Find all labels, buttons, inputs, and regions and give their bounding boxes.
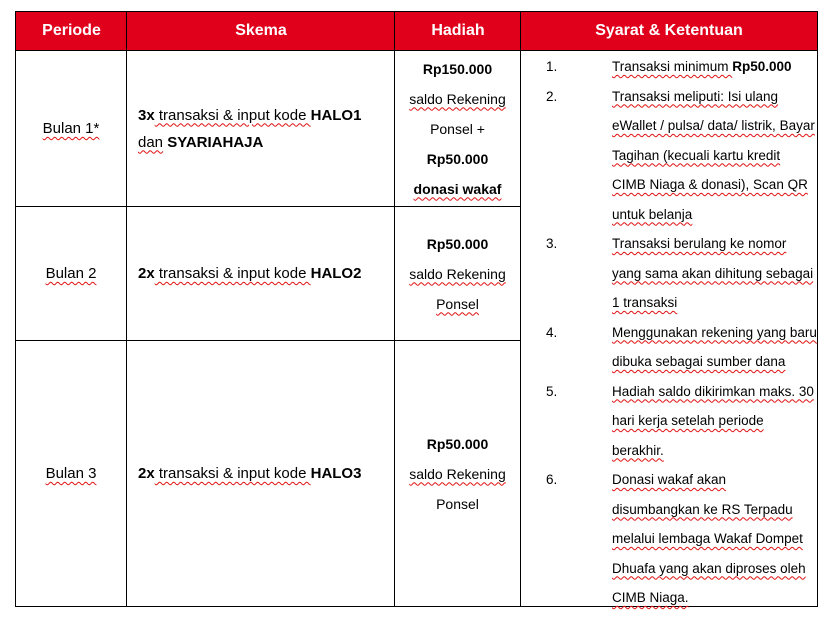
header-skema-label: Skema: [235, 22, 287, 39]
list-item-text: Hadiah saldo dikirimkan maks. 30 hari kerja setelah periode berakhir.: [612, 383, 814, 458]
row1-skema-code2: SYARIAHAJA: [167, 133, 264, 151]
row1-hadiah-line2: Ponsel +: [430, 120, 485, 137]
row3-periode-text: Bulan 3: [45, 465, 97, 482]
row2-hadiah-line2: Ponsel: [436, 295, 479, 312]
list-item-text: [581, 52, 817, 82]
list-item: [522, 377, 817, 466]
row2-hadiah-amount: Rp50.000: [426, 235, 489, 252]
row1-skema-count: 3x: [138, 106, 155, 124]
header-hadiah: [395, 12, 521, 50]
term-bold: Rp50.000: [732, 59, 792, 74]
row2-skema: [127, 207, 394, 340]
row2-hadiah-line1: saldo Rekening: [409, 265, 506, 282]
row1-skema-and: dan: [138, 133, 164, 151]
row3-hadiah-line2: Ponsel: [436, 495, 479, 512]
row2-periode-text: Bulan 2: [45, 265, 97, 282]
row3-periode: [16, 341, 126, 606]
list-item-text: Donasi wakaf akan disumbangkan ke RS Terpadu melalui lembaga Wakaf Dompet Dhuafa yang akan diproses oleh CIMB Niaga.: [612, 472, 806, 605]
list-item-number: 1.: [546, 59, 558, 74]
row2-skema-text: transaksi & input kode: [154, 265, 311, 282]
row3-skema-text: transaksi & input kode: [154, 465, 311, 482]
row1-skema: [127, 51, 394, 206]
row3-skema-code: HALO3: [310, 465, 362, 482]
row3-hadiah-amount: Rp50.000: [426, 435, 489, 452]
row2-skema-code: HALO2: [310, 265, 362, 282]
terms-list: [522, 52, 817, 613]
list-item-number: 4.: [546, 324, 558, 340]
row1-hadiah-amount2: Rp50.000: [426, 150, 489, 167]
list-item-text: Menggunakan rekening yang baru dibuka sebagai sumber dana: [612, 324, 817, 369]
row3-hadiah: [395, 341, 520, 606]
list-item-number: 3.: [546, 236, 558, 251]
row1-hadiah-line3: donasi wakaf: [413, 180, 502, 197]
list-item: [522, 465, 817, 613]
row1-hadiah-amount: Rp150.000: [422, 60, 493, 77]
promo-table: [15, 11, 818, 607]
row1-hadiah: [395, 51, 520, 206]
row1-skema-code: HALO1: [310, 106, 362, 124]
row2-hadiah: [395, 207, 520, 340]
row3-skema-count: 2x: [138, 465, 155, 482]
header-hadiah-label: Hadiah: [431, 22, 485, 39]
list-item: [522, 318, 817, 377]
row1-periode: [16, 51, 126, 206]
row2-skema-count: 2x: [138, 265, 155, 282]
row1-periode-text: Bulan 1*: [42, 120, 100, 137]
list-item: [522, 229, 817, 318]
header-periode: [16, 12, 127, 50]
row1-hadiah-line1: saldo Rekening: [409, 90, 506, 107]
row3-hadiah-line1: saldo Rekening: [409, 465, 506, 482]
list-item-number: 6.: [546, 472, 558, 487]
header-syarat: [521, 12, 817, 50]
header-skema: [127, 12, 395, 50]
row1-skema-text: transaksi & input kode: [154, 106, 311, 124]
list-item: [522, 52, 817, 82]
list-item-number: 5.: [546, 383, 558, 399]
divider: [520, 12, 521, 606]
list-item-text: Transaksi meliputi: Isi ulang eWallet / pulsa/ data/ listrik, Bayar Tagihan (kecuali kartu kredit CIMB Niaga & donasi), Scan QR untuk belanja: [612, 88, 815, 222]
list-item-number: 2.: [546, 88, 558, 104]
header-periode-label: Periode: [42, 22, 101, 39]
list-item-text: Transaksi berulang ke nomor yang sama akan dihitung sebagai 1 transaksi: [612, 236, 814, 310]
header-syarat-label: Syarat & Ketentuan: [595, 22, 743, 39]
row2-periode: [16, 207, 126, 340]
term-text: Transaksi minimum: [612, 59, 733, 74]
list-item: [522, 82, 817, 230]
row3-skema: [127, 341, 394, 606]
